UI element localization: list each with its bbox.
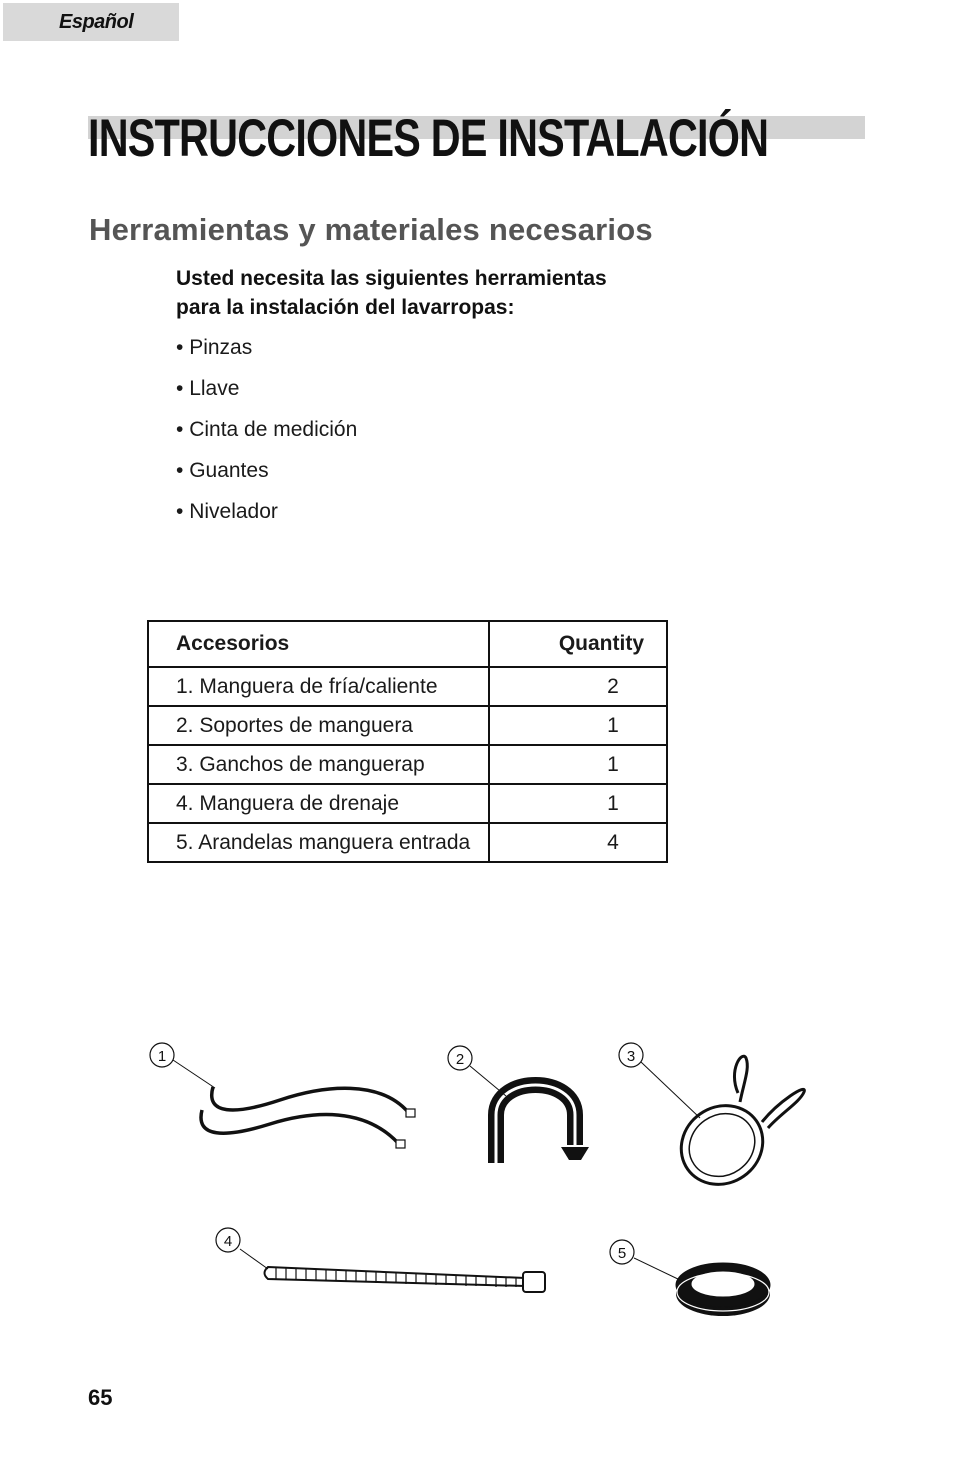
callout-5: 5	[617, 1245, 627, 1262]
table-row	[148, 784, 667, 823]
column-header-accessories: Accesorios	[148, 621, 489, 667]
section-heading: Herramientas y materiales necesarios	[89, 212, 653, 247]
accessories-table	[147, 620, 668, 863]
intro-line-1: Usted necesita las siguientes herramientas	[176, 267, 607, 290]
table-row	[148, 706, 667, 745]
intro-text	[176, 264, 736, 322]
callout-4: 4	[223, 1233, 233, 1250]
hose-clamp-drawing	[619, 1043, 804, 1200]
table-cell-qty: 1	[489, 745, 667, 784]
inlet-hoses-drawing	[150, 1043, 415, 1148]
list-item: • Nivelador	[176, 498, 357, 539]
table-row	[148, 745, 667, 784]
table-header-row	[148, 621, 667, 667]
page-number: 65	[88, 1385, 113, 1410]
callout-1: 1	[157, 1048, 167, 1065]
table-cell-qty: 1	[489, 784, 667, 823]
table-cell-item: 5. Arandelas manguera entrada	[148, 823, 489, 862]
list-item: • Guantes	[176, 457, 357, 498]
table-cell-item: 3. Ganchos de manguerap	[148, 745, 489, 784]
table-cell-qty: 1	[489, 706, 667, 745]
drain-hose-drawing	[216, 1228, 545, 1292]
table-cell-item: 2. Soportes de manguera	[148, 706, 489, 745]
intro-line-2: para la instalación del lavarropas:	[176, 296, 515, 319]
table-cell-qty: 4	[489, 823, 667, 862]
page-title: INSTRUCCIONES DE INSTALACIÓN	[88, 109, 769, 168]
column-header-quantity: Quantity	[489, 621, 667, 667]
list-item: • Pinzas	[176, 334, 357, 375]
table-row	[148, 667, 667, 706]
callout-3: 3	[626, 1048, 636, 1065]
washer-drawing	[610, 1240, 770, 1316]
list-item: • Cinta de medición	[176, 416, 357, 457]
list-item: • Llave	[176, 375, 357, 416]
table-row	[148, 823, 667, 862]
table-cell-qty: 2	[489, 667, 667, 706]
language-tab: Español	[3, 3, 179, 41]
table-cell-item: 1. Manguera de fría/caliente	[148, 667, 489, 706]
table-cell-item: 4. Manguera de drenaje	[148, 784, 489, 823]
accessories-illustration	[140, 1030, 820, 1330]
tools-list	[176, 334, 357, 539]
callout-2: 2	[455, 1051, 465, 1068]
hose-bracket-drawing	[448, 1046, 589, 1163]
